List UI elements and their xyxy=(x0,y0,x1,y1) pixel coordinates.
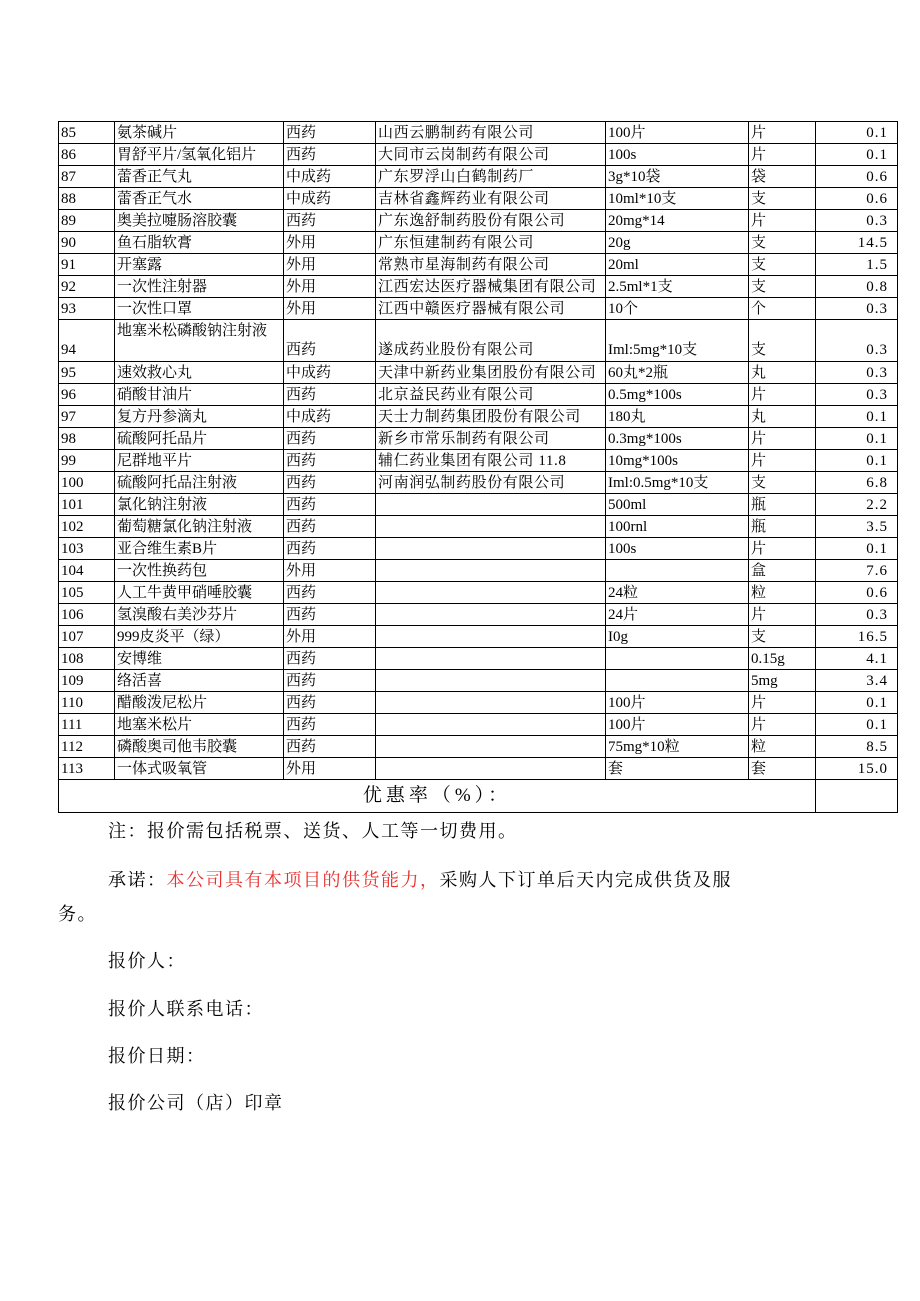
manufacturer-cell xyxy=(376,714,606,736)
table-row xyxy=(59,384,898,406)
quote-date-label: 报价日期： xyxy=(108,1046,206,1066)
row-number-cell: 111 xyxy=(59,714,115,736)
manufacturer-cell: 新乡市常乐制药有限公司 xyxy=(376,428,606,450)
unit-cell: 支 xyxy=(749,232,816,254)
table-row xyxy=(59,516,898,538)
table-row xyxy=(59,450,898,472)
drug-type-cell: 西药 xyxy=(284,210,376,232)
drug-name-cell: 一次性换药包 xyxy=(115,560,284,582)
quoter-label: 报价人： xyxy=(108,951,186,971)
table-body xyxy=(59,122,898,780)
unit-price-cell: 4.1 xyxy=(816,648,898,670)
drug-type-cell: 西药 xyxy=(284,450,376,472)
drug-name-cell: 安博维 xyxy=(115,648,284,670)
drug-type-cell: 西药 xyxy=(284,320,376,362)
row-number-cell: 95 xyxy=(59,362,115,384)
unit-cell: 片 xyxy=(749,714,816,736)
table-row xyxy=(59,538,898,560)
drug-type-cell: 西药 xyxy=(284,648,376,670)
specification-cell xyxy=(606,670,749,692)
manufacturer-cell: 山西云鹏制药有限公司 xyxy=(376,122,606,144)
table-row xyxy=(59,122,898,144)
table-row xyxy=(59,604,898,626)
manufacturer-cell: 江西宏达医疗器械集团有限公司 xyxy=(376,276,606,298)
unit-cell: 袋 xyxy=(749,166,816,188)
unit-cell: 片 xyxy=(749,210,816,232)
fee-note: 注：报价需包括税票、送货、人工等一切费用。 xyxy=(108,821,518,841)
row-number-cell: 94 xyxy=(59,320,115,362)
manufacturer-cell: 广东恒建制药有限公司 xyxy=(376,232,606,254)
commitment-continuation: 务。 xyxy=(58,904,97,924)
table-row xyxy=(59,188,898,210)
table-row xyxy=(59,428,898,450)
drug-name-cell: 胃舒平片/氢氧化铝片 xyxy=(115,144,284,166)
unit-price-cell: 0.3 xyxy=(816,320,898,362)
unit-cell: 粒 xyxy=(749,582,816,604)
drug-name-cell: 络活喜 xyxy=(115,670,284,692)
manufacturer-cell: 北京益民药业有限公司 xyxy=(376,384,606,406)
unit-cell: 丸 xyxy=(749,406,816,428)
drug-name-cell: 999皮炎平（绿） xyxy=(115,626,284,648)
manufacturer-cell xyxy=(376,736,606,758)
unit-price-cell: 0.6 xyxy=(816,188,898,210)
unit-price-cell: 1.5 xyxy=(816,254,898,276)
specification-cell: 套 xyxy=(606,758,749,780)
drug-type-cell: 外用 xyxy=(284,254,376,276)
drug-name-cell: 开塞露 xyxy=(115,254,284,276)
table-row xyxy=(59,472,898,494)
table-row xyxy=(59,670,898,692)
manufacturer-cell: 河南润弘制药股份有限公司 xyxy=(376,472,606,494)
unit-price-cell: 0.3 xyxy=(816,210,898,232)
manufacturer-cell: 广东逸舒制药股份有限公司 xyxy=(376,210,606,232)
row-number-cell: 99 xyxy=(59,450,115,472)
unit-price-cell: 0.3 xyxy=(816,384,898,406)
specification-cell: 0.5mg*100s xyxy=(606,384,749,406)
specification-cell xyxy=(606,560,749,582)
manufacturer-cell xyxy=(376,582,606,604)
unit-cell: 片 xyxy=(749,604,816,626)
manufacturer-cell: 常熟市星海制药有限公司 xyxy=(376,254,606,276)
row-number-cell: 107 xyxy=(59,626,115,648)
drug-type-cell: 西药 xyxy=(284,604,376,626)
table-row xyxy=(59,232,898,254)
row-number-cell: 97 xyxy=(59,406,115,428)
drug-name-cell: 硫酸阿托品片 xyxy=(115,428,284,450)
specification-cell: 60丸*2瓶 xyxy=(606,362,749,384)
unit-price-cell: 2.2 xyxy=(816,494,898,516)
specification-cell: 100s xyxy=(606,144,749,166)
table-row xyxy=(59,582,898,604)
specification-cell: Iml:0.5mg*10支 xyxy=(606,472,749,494)
unit-cell: 片 xyxy=(749,450,816,472)
drug-type-cell: 西药 xyxy=(284,428,376,450)
specification-cell: 0.3mg*100s xyxy=(606,428,749,450)
specification-cell: 10mg*100s xyxy=(606,450,749,472)
manufacturer-cell xyxy=(376,648,606,670)
unit-cell: 支 xyxy=(749,188,816,210)
table-row xyxy=(59,626,898,648)
discount-rate-row xyxy=(59,780,898,813)
manufacturer-cell: 江西中赣医疗器械有限公司 xyxy=(376,298,606,320)
unit-cell: 5mg xyxy=(749,670,816,692)
row-number-cell: 92 xyxy=(59,276,115,298)
row-number-cell: 91 xyxy=(59,254,115,276)
drug-type-cell: 中成药 xyxy=(284,188,376,210)
drug-type-cell: 西药 xyxy=(284,494,376,516)
drug-name-cell: 蕾香正气水 xyxy=(115,188,284,210)
unit-price-cell: 0.3 xyxy=(816,362,898,384)
drug-type-cell: 外用 xyxy=(284,298,376,320)
unit-price-cell: 15.0 xyxy=(816,758,898,780)
unit-price-cell: 0.3 xyxy=(816,604,898,626)
specification-cell: 24片 xyxy=(606,604,749,626)
manufacturer-cell xyxy=(376,560,606,582)
unit-price-cell: 16.5 xyxy=(816,626,898,648)
unit-price-cell: 0.6 xyxy=(816,582,898,604)
drug-name-cell: 葡萄糖氯化钠注射液 xyxy=(115,516,284,538)
drug-type-cell: 外用 xyxy=(284,276,376,298)
row-number-cell: 89 xyxy=(59,210,115,232)
manufacturer-cell: 遂成药业股份有限公司 xyxy=(376,320,606,362)
drug-name-cell: 人工牛黄甲硝唾胶囊 xyxy=(115,582,284,604)
specification-cell: 100片 xyxy=(606,692,749,714)
specification-cell: 3g*10袋 xyxy=(606,166,749,188)
drug-name-cell: 蕾香正气丸 xyxy=(115,166,284,188)
row-number-cell: 106 xyxy=(59,604,115,626)
row-number-cell: 90 xyxy=(59,232,115,254)
row-number-cell: 93 xyxy=(59,298,115,320)
unit-price-cell: 0.1 xyxy=(816,428,898,450)
specification-cell: Iml:5mg*10支 xyxy=(606,320,749,362)
specification-cell: 20ml xyxy=(606,254,749,276)
row-number-cell: 105 xyxy=(59,582,115,604)
drug-name-cell: 一体式吸氧管 xyxy=(115,758,284,780)
table-row xyxy=(59,648,898,670)
manufacturer-cell: 天津中新药业集团股份有限公司 xyxy=(376,362,606,384)
unit-price-cell: 0.1 xyxy=(816,122,898,144)
specification-cell: 2.5ml*1支 xyxy=(606,276,749,298)
unit-price-cell: 0.1 xyxy=(816,450,898,472)
manufacturer-cell: 辅仁药业集团有限公司 11.8 xyxy=(376,450,606,472)
table-row xyxy=(59,736,898,758)
table-row xyxy=(59,276,898,298)
unit-price-cell: 14.5 xyxy=(816,232,898,254)
manufacturer-cell: 广东罗浮山白鹤制药厂 xyxy=(376,166,606,188)
unit-cell: 片 xyxy=(749,384,816,406)
drug-type-cell: 外用 xyxy=(284,232,376,254)
unit-price-cell: 3.5 xyxy=(816,516,898,538)
table-row xyxy=(59,254,898,276)
manufacturer-cell xyxy=(376,758,606,780)
drug-name-cell: 磷酸奥司他韦胶囊 xyxy=(115,736,284,758)
manufacturer-cell xyxy=(376,626,606,648)
drug-type-cell: 西药 xyxy=(284,472,376,494)
commitment-highlight: 本公司具有本项目的供货能力， xyxy=(166,870,440,890)
table-row xyxy=(59,714,898,736)
unit-cell: 支 xyxy=(749,320,816,362)
drug-name-cell: 氢溴酸右美沙芬片 xyxy=(115,604,284,626)
unit-price-cell: 0.1 xyxy=(816,692,898,714)
drug-type-cell: 西药 xyxy=(284,144,376,166)
table-row xyxy=(59,560,898,582)
unit-cell: 套 xyxy=(749,758,816,780)
drug-type-cell: 西药 xyxy=(284,122,376,144)
drug-type-cell: 中成药 xyxy=(284,166,376,188)
row-number-cell: 86 xyxy=(59,144,115,166)
unit-cell: 0.15g xyxy=(749,648,816,670)
drug-name-cell: 醋酸泼尼松片 xyxy=(115,692,284,714)
drug-name-cell: 氯化钠注射液 xyxy=(115,494,284,516)
company-seal-label: 报价公司（店）印章 xyxy=(108,1093,284,1113)
row-number-cell: 87 xyxy=(59,166,115,188)
specification-cell: I0g xyxy=(606,626,749,648)
row-number-cell: 109 xyxy=(59,670,115,692)
unit-price-cell: 3.4 xyxy=(816,670,898,692)
manufacturer-cell xyxy=(376,670,606,692)
drug-name-cell: 亚合维生素B片 xyxy=(115,538,284,560)
unit-cell: 片 xyxy=(749,538,816,560)
drug-type-cell: 中成药 xyxy=(284,362,376,384)
unit-cell: 支 xyxy=(749,472,816,494)
row-number-cell: 85 xyxy=(59,122,115,144)
unit-price-cell: 0.8 xyxy=(816,276,898,298)
unit-price-cell: 0.1 xyxy=(816,538,898,560)
table-row xyxy=(59,758,898,780)
specification-cell: 100片 xyxy=(606,122,749,144)
specification-cell xyxy=(606,648,749,670)
drug-name-cell: 复方丹参滴丸 xyxy=(115,406,284,428)
unit-price-cell: 0.1 xyxy=(816,714,898,736)
row-number-cell: 102 xyxy=(59,516,115,538)
drug-type-cell: 西药 xyxy=(284,714,376,736)
price-table xyxy=(58,121,898,813)
unit-price-cell: 6.8 xyxy=(816,472,898,494)
table-row xyxy=(59,320,898,362)
specification-cell: 20g xyxy=(606,232,749,254)
unit-cell: 瓶 xyxy=(749,516,816,538)
drug-type-cell: 外用 xyxy=(284,758,376,780)
drug-type-cell: 西药 xyxy=(284,736,376,758)
unit-cell: 支 xyxy=(749,254,816,276)
unit-cell: 片 xyxy=(749,144,816,166)
row-number-cell: 101 xyxy=(59,494,115,516)
specification-cell: 100片 xyxy=(606,714,749,736)
row-number-cell: 103 xyxy=(59,538,115,560)
unit-price-cell: 0.3 xyxy=(816,298,898,320)
drug-name-cell: 氨茶碱片 xyxy=(115,122,284,144)
unit-cell: 支 xyxy=(749,276,816,298)
drug-name-cell: 地塞米松片 xyxy=(115,714,284,736)
specification-cell: 10ml*10支 xyxy=(606,188,749,210)
unit-cell: 丸 xyxy=(749,362,816,384)
manufacturer-cell xyxy=(376,692,606,714)
unit-price-cell: 0.1 xyxy=(816,144,898,166)
table-row xyxy=(59,692,898,714)
manufacturer-cell xyxy=(376,516,606,538)
discount-rate-label: 优惠率（%）： xyxy=(59,780,816,813)
specification-cell: 100s xyxy=(606,538,749,560)
drug-name-cell: 尼群地平片 xyxy=(115,450,284,472)
unit-cell: 个 xyxy=(749,298,816,320)
table-row xyxy=(59,210,898,232)
row-number-cell: 98 xyxy=(59,428,115,450)
drug-name-cell: 奥美拉嚏肠溶胶囊 xyxy=(115,210,284,232)
unit-cell: 粒 xyxy=(749,736,816,758)
manufacturer-cell xyxy=(376,538,606,560)
drug-type-cell: 西药 xyxy=(284,670,376,692)
drug-name-cell: 硫酸阿托品注射液 xyxy=(115,472,284,494)
commitment-line xyxy=(108,868,732,892)
manufacturer-cell: 大同市云岗制药有限公司 xyxy=(376,144,606,166)
unit-cell: 片 xyxy=(749,428,816,450)
specification-cell: 24粒 xyxy=(606,582,749,604)
drug-name-cell: 速效救心丸 xyxy=(115,362,284,384)
unit-cell: 瓶 xyxy=(749,494,816,516)
drug-type-cell: 西药 xyxy=(284,384,376,406)
table-row xyxy=(59,406,898,428)
specification-cell: 180丸 xyxy=(606,406,749,428)
quoter-phone-label: 报价人联系电话： xyxy=(108,999,264,1019)
unit-price-cell: 0.6 xyxy=(816,166,898,188)
unit-cell: 盒 xyxy=(749,560,816,582)
specification-cell: 500ml xyxy=(606,494,749,516)
drug-type-cell: 外用 xyxy=(284,560,376,582)
row-number-cell: 88 xyxy=(59,188,115,210)
drug-type-cell: 西药 xyxy=(284,692,376,714)
commitment-rest: 采购人下订单后天内完成供货及服 xyxy=(439,870,732,890)
manufacturer-cell xyxy=(376,604,606,626)
unit-price-cell: 0.1 xyxy=(816,406,898,428)
row-number-cell: 96 xyxy=(59,384,115,406)
manufacturer-cell: 天士力制药集团股份有限公司 xyxy=(376,406,606,428)
manufacturer-cell xyxy=(376,494,606,516)
specification-cell: 75mg*10粒 xyxy=(606,736,749,758)
table-footer xyxy=(59,780,898,813)
row-number-cell: 104 xyxy=(59,560,115,582)
row-number-cell: 108 xyxy=(59,648,115,670)
unit-cell: 片 xyxy=(749,122,816,144)
manufacturer-cell: 吉林省鑫辉药业有限公司 xyxy=(376,188,606,210)
commitment-prefix: 承诺： xyxy=(108,870,167,890)
discount-rate-value xyxy=(816,780,898,813)
specification-cell: 20mg*14 xyxy=(606,210,749,232)
row-number-cell: 112 xyxy=(59,736,115,758)
table-row xyxy=(59,166,898,188)
specification-cell: 100rnl xyxy=(606,516,749,538)
drug-type-cell: 西药 xyxy=(284,516,376,538)
drug-type-cell: 中成药 xyxy=(284,406,376,428)
unit-price-cell: 8.5 xyxy=(816,736,898,758)
row-number-cell: 100 xyxy=(59,472,115,494)
drug-type-cell: 西药 xyxy=(284,538,376,560)
unit-cell: 支 xyxy=(749,626,816,648)
unit-cell: 片 xyxy=(749,692,816,714)
drug-name-cell: 一次性注射器 xyxy=(115,276,284,298)
drug-type-cell: 外用 xyxy=(284,626,376,648)
row-number-cell: 113 xyxy=(59,758,115,780)
drug-name-cell: 硝酸甘油片 xyxy=(115,384,284,406)
specification-cell: 10个 xyxy=(606,298,749,320)
table-row xyxy=(59,494,898,516)
table-row xyxy=(59,362,898,384)
drug-name-cell: 一次性口罩 xyxy=(115,298,284,320)
drug-type-cell: 西药 xyxy=(284,582,376,604)
unit-price-cell: 7.6 xyxy=(816,560,898,582)
drug-name-cell: 鱼石脂软膏 xyxy=(115,232,284,254)
table-row xyxy=(59,298,898,320)
table-row xyxy=(59,144,898,166)
row-number-cell: 110 xyxy=(59,692,115,714)
drug-name-cell: 地塞米松磷酸钠注射液 xyxy=(115,320,284,362)
